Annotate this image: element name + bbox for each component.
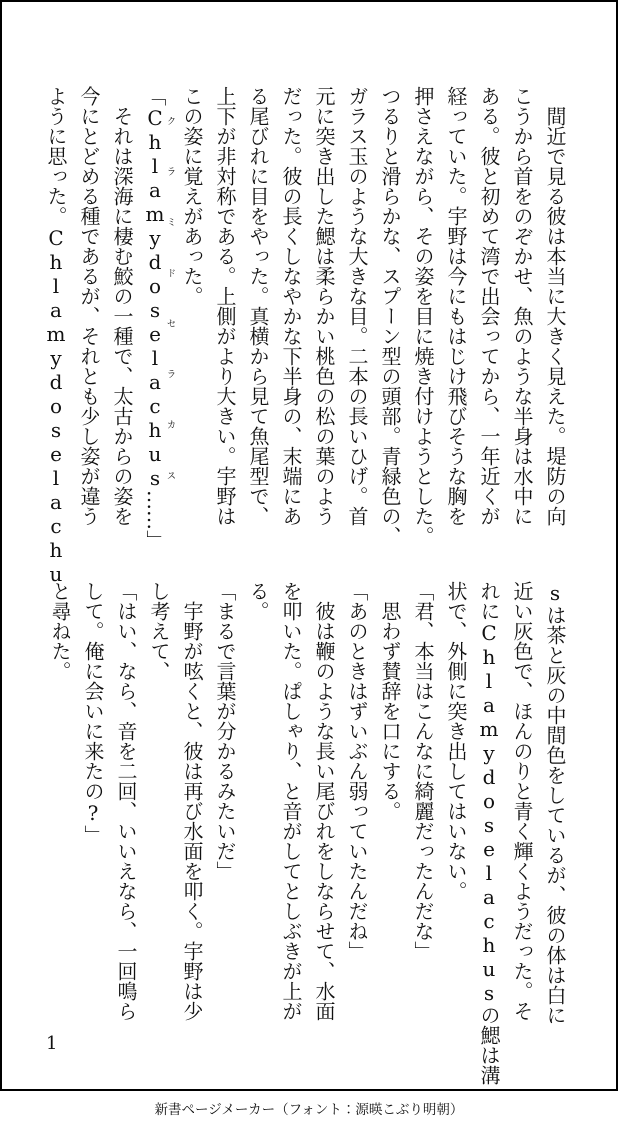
text-line: して。俺に会いに来たの?」 (81, 581, 105, 845)
text-line: 「君、本当はこんなに綺麗だったんだな」 (411, 581, 435, 961)
text-line: 押さえながら、その姿を目に焼き付けようとした。 (411, 86, 435, 546)
text-line: ガラス玉のような大きな目。二本の長いひげ。首 (345, 86, 369, 526)
text-line: る尾びれに目をやった。真横から見て魚尾型で、 (246, 86, 270, 526)
text-line: だった。彼の長くしなやかな下半身の、末端にあ (279, 86, 303, 526)
footer-caption: 新書ページメーカー（フォント：源暎こぶり明朝） (154, 1102, 464, 1118)
text-line: を叩いた。ぱしゃり、と音がしてとしぶきが上が (279, 581, 303, 1021)
text-line: れにChlamydoselachusの鰓は溝 (477, 581, 501, 1085)
text-line: 近い灰色で、ほんのりと青く輝くようだった。そ (510, 581, 534, 1021)
text-line: それは深海に棲む鮫の一種で、太古からの姿を (110, 86, 134, 526)
text-line: し考えて、 (147, 581, 171, 681)
text-line: と尋ねた。 (48, 581, 72, 681)
text-line: 宇野が呟くと、彼は再び水面を叩く。宇野は少 (180, 581, 204, 1021)
text-block-2 (43, 581, 571, 1085)
text-block-1 (39, 86, 571, 586)
text-line: 彼は鞭のような長い尾びれをしならせて、水面 (312, 581, 336, 1021)
text-line: 「Chlamydoselachusクラミドセラカス……」 (143, 86, 176, 550)
text-line: ある。彼と初めて湾で出会ってから、一年近くが (477, 86, 501, 526)
text-line: ように思った。Chlamydoselachu (44, 86, 68, 586)
page-number: 1 (46, 1033, 58, 1054)
text-line: こうから首をのぞかせ、魚のような半身は水中に (510, 86, 534, 526)
text-line: る。 (246, 581, 270, 621)
text-line: 間近で見る彼は本当に大きく見えた。堤防の向 (543, 86, 567, 526)
text-line: つるりと滑らかな、スプーン型の頭部。青緑色の、 (378, 86, 402, 546)
text-line: 「まるで言葉が分かるみたいだ」 (213, 581, 237, 881)
text-line: sは茶と灰の中間色をしているが、彼の体は白に (543, 581, 567, 1025)
text-line: 「あのときはずいぶん弱っていたんだね」 (345, 581, 369, 961)
text-line: 上下が非対称である。上側がより大きい。宇野は (213, 86, 237, 526)
text-line: 元に突き出した鰓は柔らかい桃色の松の葉のよう (312, 86, 336, 526)
text-line: 「はい、なら、音を二回、いいえなら、一回鳴ら (114, 581, 138, 1021)
text-line: 今にとどめる種であるが、それとも少し姿が違う (77, 86, 101, 526)
text-line: 状で、外側に突き出してはいない。 (444, 581, 468, 901)
text-line: 経っていた。宇野は今にもはじけ飛びそうな胸を (444, 86, 468, 526)
text-line: 思わず賛辞を口にする。 (378, 581, 402, 821)
text-line: この姿に覚えがあった。 (180, 86, 204, 306)
